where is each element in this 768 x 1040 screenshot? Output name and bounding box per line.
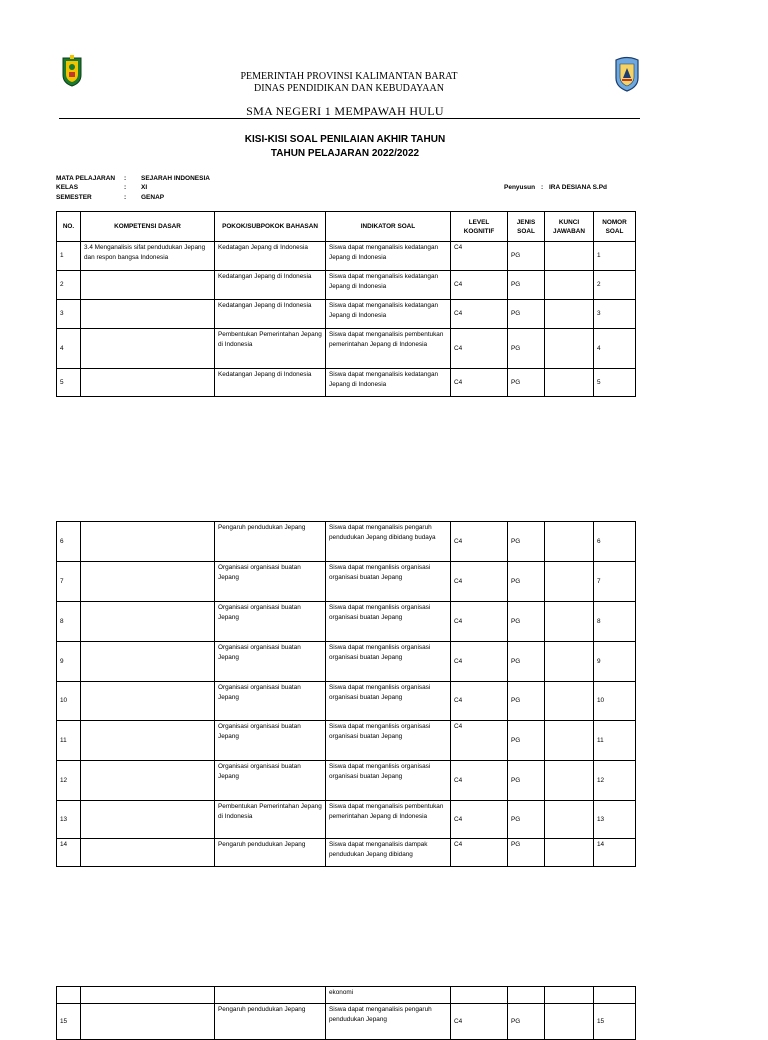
- cell-jenis: PG: [508, 761, 545, 801]
- cell-kd: [81, 271, 215, 300]
- col-header-pokok: POKOK/SUBPOKOK BAHASAN: [215, 212, 326, 242]
- cell-nomor: 2: [594, 271, 636, 300]
- cell-kunci: [545, 682, 594, 721]
- cell-kd: [81, 682, 215, 721]
- meta-kelas-value: XI: [141, 184, 148, 191]
- cell-kunci: [545, 271, 594, 300]
- cell-jenis: PG: [508, 271, 545, 300]
- table-row: [57, 721, 636, 761]
- cell-jenis: PG: [508, 242, 545, 271]
- cell-pokok: Organisasi organisasi buatan Jepang: [215, 562, 326, 602]
- cell-no: 12: [57, 761, 81, 801]
- cell-level: C4: [451, 562, 508, 602]
- cell-level: C4: [451, 761, 508, 801]
- cell-no: 10: [57, 682, 81, 721]
- cell-kunci: [545, 642, 594, 682]
- cell-nomor: 7: [594, 562, 636, 602]
- letterhead-divider: [59, 118, 640, 119]
- cell-kd: [81, 1004, 215, 1040]
- table-row: [57, 271, 636, 300]
- cell-indikator: Siswa dapat menganlisis organisasi organisasi buatan Jepang: [326, 642, 451, 682]
- cell-no: 6: [57, 522, 81, 562]
- cell-kunci: [545, 242, 594, 271]
- cell-pokok: Pengaruh pendudukan Jepang: [215, 1004, 326, 1040]
- table-row: [57, 682, 636, 721]
- cell-pokok: Pengaruh pendudukan Jepang: [215, 839, 326, 867]
- table-row: [57, 522, 636, 562]
- cell-kunci: [545, 562, 594, 602]
- cell-nomor: 11: [594, 721, 636, 761]
- meta-kelas-sep: :: [124, 184, 127, 191]
- cell-indikator: Siswa dapat menganlisis organisasi organisasi buatan Jepang: [326, 562, 451, 602]
- cell-no: 2: [57, 271, 81, 300]
- cell-nomor: 4: [594, 329, 636, 369]
- cell-level: C4: [451, 602, 508, 642]
- cell-kunci: [545, 329, 594, 369]
- cell-indikator: Siswa dapat menganlisis organisasi organisasi buatan Jepang: [326, 682, 451, 721]
- table-row: [57, 761, 636, 801]
- table-row: [57, 300, 636, 329]
- col-header-no: NO.: [57, 212, 81, 242]
- cell-pokok: Kedatangan Jepang di Indonesia: [215, 369, 326, 397]
- cell-kd: [81, 602, 215, 642]
- kisi-table-page-3: [56, 986, 636, 1040]
- cell-level: C4: [451, 1004, 508, 1040]
- cell-no: 5: [57, 369, 81, 397]
- cell-pokok: Kedatangan Jepang di Indonesia: [215, 300, 326, 329]
- cell-kd: [81, 721, 215, 761]
- cell-indikator: Siswa dapat menganlisis organisasi organisasi buatan Jepang: [326, 761, 451, 801]
- meta-semester-value: GENAP: [141, 194, 165, 201]
- col-header-kd: KOMPETENSI DASAR: [81, 212, 215, 242]
- cell-kd: [81, 839, 215, 867]
- cell-kunci: [545, 369, 594, 397]
- cell-level: C4: [451, 300, 508, 329]
- cell-jenis: PG: [508, 329, 545, 369]
- cell-kd: [81, 522, 215, 562]
- cell-level: C4: [451, 369, 508, 397]
- col-header-kunci: KUNCI JAWABAN: [545, 212, 594, 242]
- cell-level: C4: [451, 522, 508, 562]
- table-row: [57, 242, 636, 271]
- cell-level: C4: [451, 682, 508, 721]
- cell-kunci: [545, 721, 594, 761]
- cell-no: 13: [57, 801, 81, 839]
- cell-indikator: Siswa dapat menganalisis pengaruh pendudukan Jepang: [326, 1004, 451, 1040]
- cell-nomor: 9: [594, 642, 636, 682]
- cell-pokok: Pembentukan Pemerintahan Jepang di Indonesia: [215, 329, 326, 369]
- table-row: [57, 562, 636, 602]
- cell-level: C4: [451, 329, 508, 369]
- cell-nomor: 5: [594, 369, 636, 397]
- cell-nomor: 10: [594, 682, 636, 721]
- cell-indikator: Siswa dapat menganalisis pembentukan pemerintahan Jepang di Indonesia: [326, 329, 451, 369]
- cell-kunci: [545, 602, 594, 642]
- cell-pokok: Kedatangan Jepang di Indonesia: [215, 271, 326, 300]
- cell-indikator: Siswa dapat menganalisis pengaruh pendudukan Jepang dibidang budaya: [326, 522, 451, 562]
- cell-kunci: [545, 300, 594, 329]
- cell-no: 9: [57, 642, 81, 682]
- meta-semester-sep: :: [124, 194, 127, 201]
- cell-kd: [81, 329, 215, 369]
- meta-semester-label: SEMESTER: [56, 194, 92, 201]
- meta-penyusun-sep: :: [541, 184, 544, 191]
- cell-pokok: Pembentukan Pemerintahan Jepang di Indonesia: [215, 801, 326, 839]
- cell-nomor: 12: [594, 761, 636, 801]
- header-line-2: DINAS PENDIDIKAN DAN KEBUDAYAAN: [254, 83, 444, 94]
- col-header-nomor: NOMOR SOAL: [594, 212, 636, 242]
- header-line-1: PEMERINTAH PROVINSI KALIMANTAN BARAT: [240, 71, 458, 82]
- cell-jenis: PG: [508, 522, 545, 562]
- cell-nomor: 3: [594, 300, 636, 329]
- col-header-jenis: JENIS SOAL: [508, 212, 545, 242]
- cell-kd: [81, 801, 215, 839]
- cell-indikator: Siswa dapat menganlisis organisasi organisasi buatan Jepang: [326, 721, 451, 761]
- cell-level: C4: [451, 721, 508, 761]
- cell-indikator: Siswa dapat menganlisis organisasi organisasi buatan Jepang: [326, 602, 451, 642]
- cell-pokok: Pengaruh pendudukan Jepang: [215, 522, 326, 562]
- cell-indikator: Siswa dapat menganalisis kedatangan Jepang di Indonesia: [326, 300, 451, 329]
- cell-jenis: PG: [508, 682, 545, 721]
- cell-level: C4: [451, 271, 508, 300]
- table-row: [57, 602, 636, 642]
- cell-level: C4: [451, 801, 508, 839]
- table-header-row: [57, 212, 636, 242]
- cell-no: 14: [57, 839, 81, 867]
- table-row: [57, 369, 636, 397]
- cell-indikator: Siswa dapat menganalisis dampak pendudukan Jepang dibidang: [326, 839, 451, 867]
- cell-kunci: [545, 1004, 594, 1040]
- cell-pokok: Organisasi organisasi buatan Jepang: [215, 682, 326, 721]
- cell-indikator: Siswa dapat menganalisis pembentukan pemerintahan Jepang di Indonesia: [326, 801, 451, 839]
- cell-kd: [81, 761, 215, 801]
- cell-level: [451, 987, 508, 1004]
- cell-indikator: Siswa dapat menganalisis kedatangan Jepang di Indonesia: [326, 369, 451, 397]
- cell-pokok: Organisasi organisasi buatan Jepang: [215, 642, 326, 682]
- cell-jenis: PG: [508, 642, 545, 682]
- kisi-table-page-1: [56, 211, 636, 397]
- cell-jenis: [508, 987, 545, 1004]
- cell-nomor: 8: [594, 602, 636, 642]
- table-row: [57, 1004, 636, 1040]
- cell-kd: [81, 562, 215, 602]
- cell-jenis: PG: [508, 369, 545, 397]
- cell-jenis: PG: [508, 1004, 545, 1040]
- cell-pokok: [215, 987, 326, 1004]
- cell-jenis: PG: [508, 721, 545, 761]
- cell-jenis: PG: [508, 602, 545, 642]
- table-row-continuation: [57, 987, 636, 1004]
- cell-pokok: Organisasi organisasi buatan Jepang: [215, 761, 326, 801]
- cell-no: 11: [57, 721, 81, 761]
- cell-jenis: PG: [508, 801, 545, 839]
- meta-penyusun-label: Penyusun: [504, 184, 536, 191]
- col-header-level: LEVEL KOGNITIF: [451, 212, 508, 242]
- cell-nomor: 15: [594, 1004, 636, 1040]
- col-header-indikator: INDIKATOR SOAL: [326, 212, 451, 242]
- cell-jenis: PG: [508, 562, 545, 602]
- cell-nomor: 6: [594, 522, 636, 562]
- cell-kd: 3.4 Menganalisis sifat pendudukan Jepang dan respon bangsa Indonesia: [81, 242, 215, 271]
- cell-jenis: PG: [508, 300, 545, 329]
- document-subtitle: TAHUN PELAJARAN 2022/2022: [270, 148, 420, 159]
- cell-indikator: Siswa dapat menganalisis kedatangan Jepang di Indonesia: [326, 271, 451, 300]
- cell-pokok: Organisasi organisasi buatan Jepang: [215, 602, 326, 642]
- meta-mapel-sep: :: [124, 175, 127, 182]
- cell-kunci: [545, 522, 594, 562]
- cell-nomor: 13: [594, 801, 636, 839]
- table-row: [57, 329, 636, 369]
- cell-level: C4: [451, 642, 508, 682]
- table-row: [57, 801, 636, 839]
- cell-kd: [81, 987, 215, 1004]
- cell-kunci: [545, 839, 594, 867]
- cell-no: 4: [57, 329, 81, 369]
- table-row: [57, 642, 636, 682]
- table-row: [57, 839, 636, 867]
- cell-nomor: [594, 987, 636, 1004]
- cell-kunci: [545, 987, 594, 1004]
- cell-no: 1: [57, 242, 81, 271]
- cell-pokok: Kedatagan Jepang di Indonesia: [215, 242, 326, 271]
- document-title: KISI-KISI SOAL PENILAIAN AKHIR TAHUN: [244, 134, 446, 145]
- cell-kd: [81, 300, 215, 329]
- cell-pokok: Organisasi organisasi buatan Jepang: [215, 721, 326, 761]
- meta-penyusun-value: IRA DESIANA S.Pd: [549, 184, 608, 191]
- cell-kunci: [545, 801, 594, 839]
- cell-kd: [81, 369, 215, 397]
- cell-nomor: 1: [594, 242, 636, 271]
- cell-indikator: Siswa dapat menganalisis kedatangan Jepang di Indonesia: [326, 242, 451, 271]
- cell-kunci: [545, 761, 594, 801]
- meta-mapel-value: SEJARAH INDONESIA: [141, 175, 210, 182]
- cell-level: C4: [451, 242, 508, 271]
- cell-no: [57, 987, 81, 1004]
- meta-mapel-label: MATA PELAJARAN: [56, 175, 116, 182]
- cell-indikator: ekonomi: [326, 987, 451, 1004]
- cell-kd: [81, 642, 215, 682]
- cell-no: 15: [57, 1004, 81, 1040]
- meta-kelas-label: KELAS: [56, 184, 79, 191]
- kisi-table-page-2: [56, 521, 636, 867]
- cell-no: 8: [57, 602, 81, 642]
- cell-no: 7: [57, 562, 81, 602]
- cell-level: C4: [451, 839, 508, 867]
- cell-no: 3: [57, 300, 81, 329]
- cell-nomor: 14: [594, 839, 636, 867]
- school-name: SMA NEGERI 1 MEMPAWAH HULU: [246, 104, 444, 118]
- cell-jenis: PG: [508, 839, 545, 867]
